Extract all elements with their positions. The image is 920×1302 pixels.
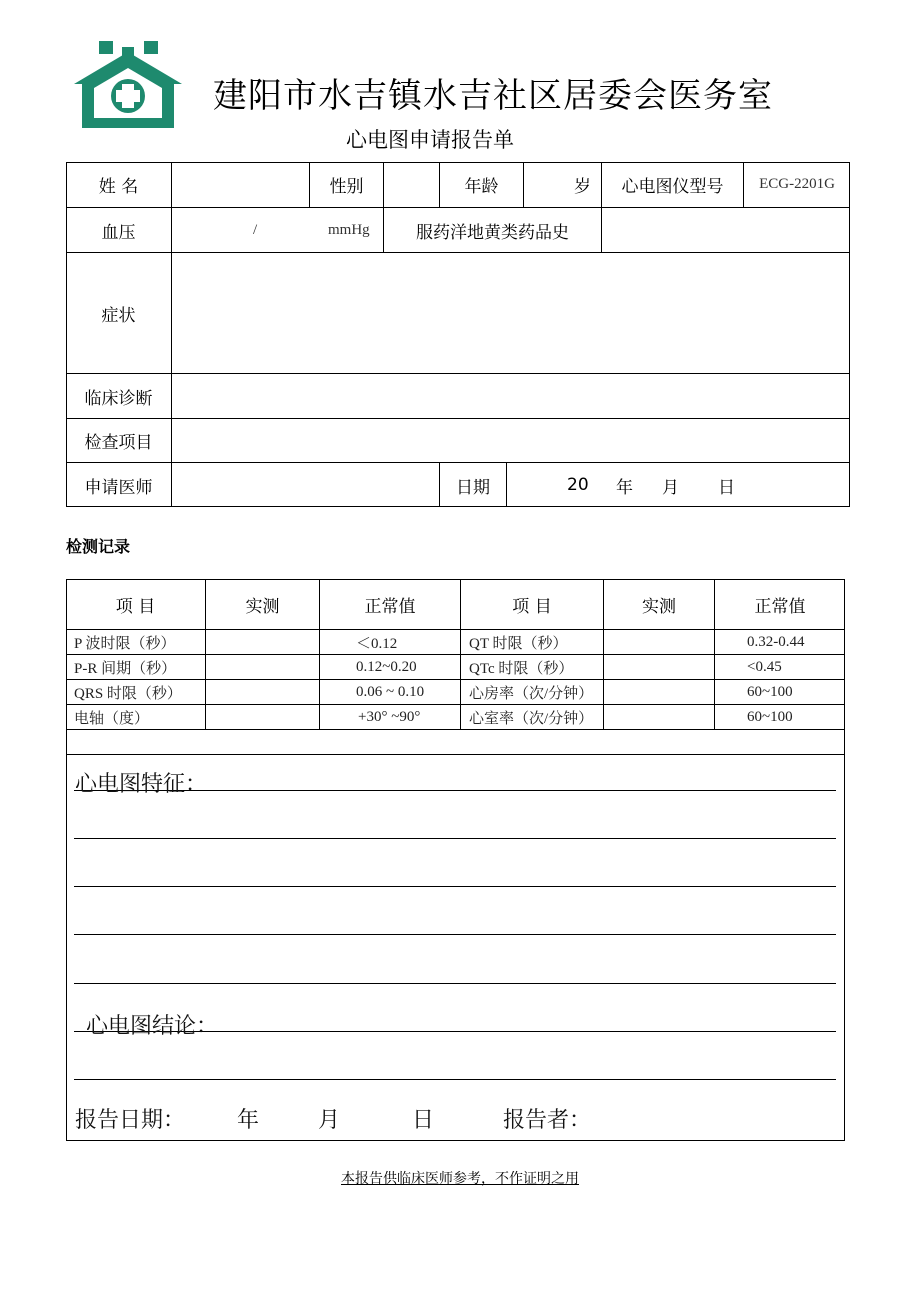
row-measured-1[interactable] (206, 630, 319, 654)
symptoms-field[interactable] (172, 253, 850, 373)
row-measured-1[interactable] (206, 655, 319, 679)
row-item-2: QT 时限（秒） (469, 635, 568, 652)
col-header-item-2: 项 目 (512, 596, 552, 617)
row-item-2: 心房率（次/分钟） (469, 685, 594, 702)
date-label: 日期 (456, 477, 490, 498)
row-normal-2: 0.32-0.44 (747, 633, 805, 650)
row-normal-1: ＜0.12 (356, 635, 398, 652)
bp-unit: mmHg (328, 221, 370, 238)
age-label: 年龄 (464, 177, 499, 197)
col-header-measured-1: 实测 (245, 596, 280, 617)
row-normal-1: 0.06 ~ 0.10 (356, 683, 425, 700)
row-measured-2[interactable] (604, 680, 714, 704)
diagnosis-field[interactable] (172, 374, 850, 418)
date-century: 20 (567, 475, 589, 495)
medication-field[interactable] (602, 208, 850, 252)
row-measured-2[interactable] (604, 630, 714, 654)
medication-label: 服药洋地黄类药品史 (416, 222, 569, 243)
gender-field[interactable] (384, 162, 439, 207)
exam-field[interactable] (172, 419, 850, 462)
record-section-label: 检测记录 (66, 537, 131, 556)
date-day: 日 (718, 477, 735, 498)
reporter-label: 报告者： (503, 1108, 592, 1133)
record-grid (66, 579, 845, 1141)
col-header-item-1: 项 目 (115, 596, 156, 617)
row-measured-1[interactable] (206, 680, 319, 704)
device-value: ECG-2201G (759, 176, 835, 192)
diagnosis-label: 临床诊断 (84, 388, 153, 409)
row-normal-1: 0.12~0.20 (356, 658, 417, 675)
col-header-normal-1: 正常值 (364, 596, 416, 617)
row-measured-1[interactable] (206, 705, 319, 729)
age-field[interactable] (524, 162, 601, 207)
row-normal-1: +30° ~90° (358, 708, 421, 725)
row-item-1: P-R 间期（秒） (74, 660, 177, 677)
name-field[interactable] (172, 162, 309, 207)
org-name: 建阳市水吉镇水吉社区居委会医务室 (213, 76, 773, 116)
form-title: 心电图申请报告单 (346, 128, 514, 152)
row-item-1: 电轴（度） (74, 710, 150, 727)
row-normal-2: <0.45 (747, 658, 782, 675)
gender-label: 性别 (329, 177, 364, 197)
conclusion-label: 心电图结论： (86, 1014, 219, 1039)
clinic-logo (72, 38, 184, 132)
doctor-field[interactable] (172, 463, 439, 507)
row-item-1: QRS 时限（秒） (74, 685, 182, 702)
symptoms-label: 症状 (101, 305, 136, 326)
row-item-2: 心室率（次/分钟） (469, 710, 594, 727)
disclaimer-text: 本报告供临床医师参考，不作证明之用 (341, 1171, 579, 1187)
date-year: 年 (616, 477, 633, 498)
col-header-measured-2: 实测 (642, 596, 676, 617)
report-month-label: 月 (318, 1108, 341, 1133)
device-label: 心电图仪型号 (621, 177, 724, 197)
report-day-label: 日 (412, 1108, 435, 1133)
row-measured-2[interactable] (604, 655, 714, 679)
exam-label: 检查项目 (84, 433, 153, 453)
row-item-2: QTc 时限（秒） (469, 660, 574, 677)
name-label: 姓 名 (98, 177, 139, 197)
disclaimer (0, 1168, 920, 1188)
request-form-table (66, 162, 850, 507)
row-normal-2: 60~100 (747, 683, 793, 700)
date-month: 月 (662, 477, 679, 498)
record-table (66, 579, 845, 1141)
col-header-normal-2: 正常值 (754, 596, 806, 617)
report-date-label: 报告日期： (75, 1108, 186, 1133)
row-measured-2[interactable] (604, 705, 714, 729)
row-normal-2: 60~100 (747, 708, 793, 725)
row-item-1: P 波时限（秒） (74, 635, 176, 652)
bp-label: 血压 (101, 222, 136, 243)
doctor-label: 申请医师 (84, 477, 153, 498)
features-label: 心电图特征： (75, 772, 208, 797)
age-unit: 岁 (574, 177, 591, 197)
bp-separator: / (253, 221, 258, 238)
report-year-label: 年 (237, 1108, 260, 1133)
